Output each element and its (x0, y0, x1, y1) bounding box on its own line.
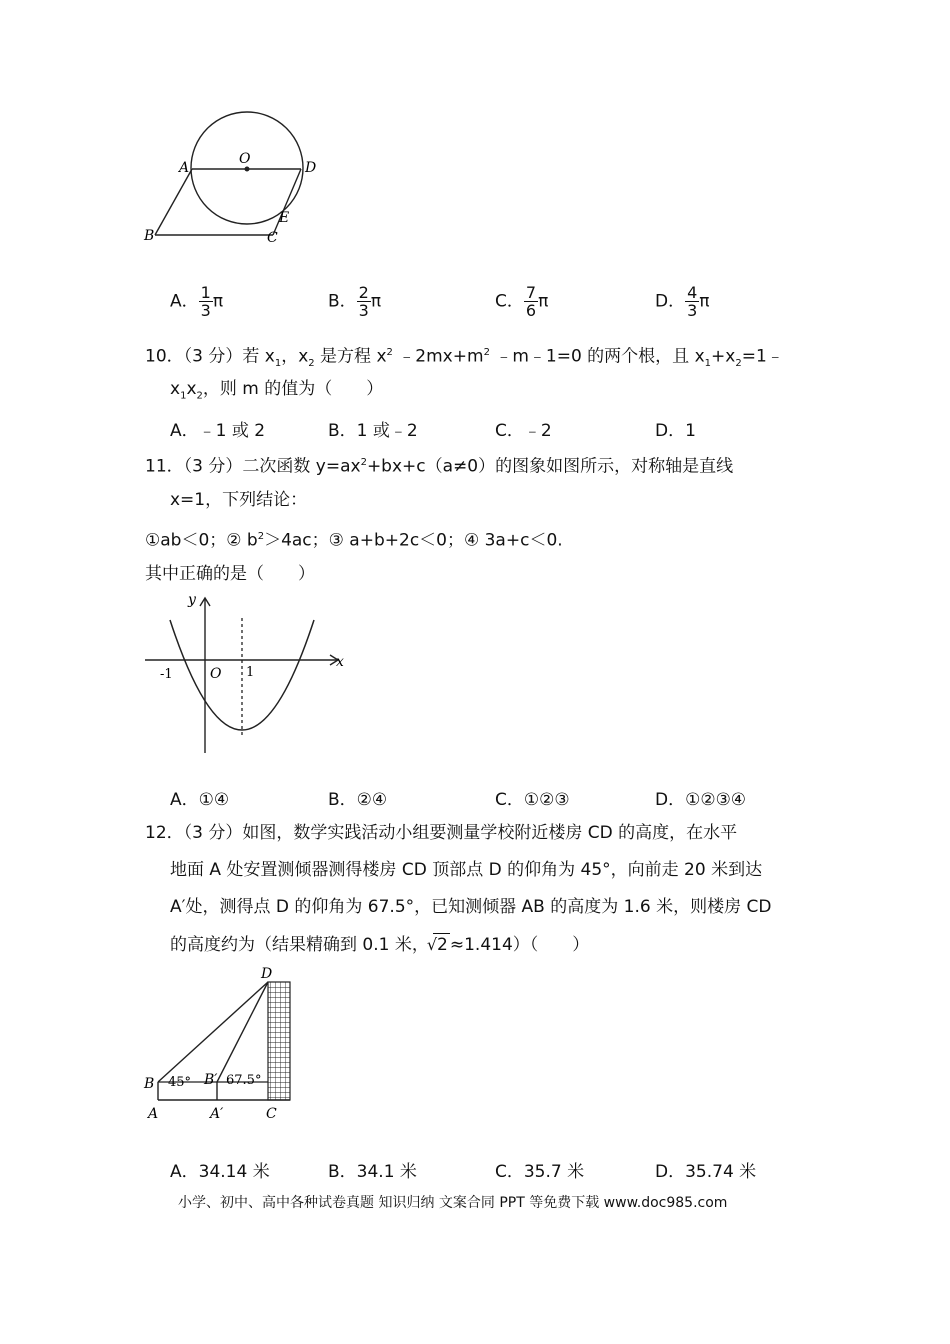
q9-label-C: C (267, 230, 278, 246)
q9-figure (135, 108, 335, 248)
q12-building-figure (140, 962, 305, 1124)
q10-option-c: C．﹣2 (495, 421, 552, 441)
q11-label-neg1: -1 (160, 667, 173, 682)
q9-option-d: D． $\frac{4}{3}$ π (655, 283, 710, 320)
q9-option-a: A． $\frac{1}{3}$ π (170, 283, 224, 320)
q9-label-E: E (279, 210, 290, 226)
q12-label-D: D (261, 966, 273, 982)
q11-label-O: O (210, 666, 222, 682)
q11-label-y: y (188, 592, 196, 608)
q12-option-b: B．34.1 米 (328, 1162, 417, 1182)
q9-option-c: C． $\frac{7}{6}$ π (495, 283, 549, 320)
q12-line2: 地面 A 处安置测倾器测得楼房 CD 顶部点 D 的仰角为 45°，向前走 20 米到达 (170, 860, 763, 880)
q12-label-45: 45° (168, 1075, 192, 1090)
q11-line4: 其中正确的是（ ） (145, 564, 315, 584)
q11-line3: ①ab＜0；② $b^2>4ac$；③ a+b+2c＜0；④ 3a+c＜0. (145, 530, 563, 551)
q12-label-B: B (144, 1076, 155, 1092)
q12-label-Ap: A′ (210, 1106, 224, 1122)
q12-line3: A′处，测得点 D 的仰角为 67.5°，已知测倾器 AB 的高度为 1.6 米，则楼房 CD (170, 897, 772, 917)
q9-option-b: B． $\frac{2}{3}$ π (328, 283, 382, 320)
q12-label-A: A (148, 1106, 159, 1122)
q10-line1: 10．（3 分）若 $x_1$，$x_2$ 是方程 $x^2$ $﹣2mx+m^2$ ﹣m﹣1=0 的两个根，且 $x_1+x_2=1﹣$ (145, 346, 784, 370)
q12-option-c: C．35.7 米 (495, 1162, 585, 1182)
q9-label-A: A (179, 160, 190, 176)
q11-line2: x=1，下列结论： (170, 490, 308, 510)
q11-option-c: C．①②③ (495, 790, 570, 810)
q11-parabola-figure (140, 590, 355, 760)
q11-option-a: A．①④ (170, 790, 230, 810)
q12-line4: 的高度约为（结果精确到 0.1 米，√2 ≈1.414）（ ） (170, 935, 590, 955)
q9-label-D: D (305, 160, 317, 176)
q12-label-675: 67.5° (226, 1073, 262, 1088)
q11-label-x: x (336, 654, 344, 670)
q11-option-b: B．②④ (328, 790, 388, 810)
q10-line2: $x_1x_2$，则 m 的值为（ ） (170, 379, 384, 402)
q11-label-1: 1 (246, 665, 255, 680)
q12-option-d: D．35.74 米 (655, 1162, 757, 1182)
q12-label-Bp: B′ (204, 1072, 218, 1088)
q11-line1: 11．（3 分）二次函数 $y=ax^2+bx+c(a\ne 0)$的图象如图所示，对称轴是直线 (145, 456, 734, 477)
q12-label-C: C (266, 1106, 277, 1122)
q11-option-d: D．①②③④ (655, 790, 747, 810)
q9-label-B: B (144, 228, 155, 244)
page-footer: 小学、初中、高中各种试卷真题 知识归纳 文案合同 PPT 等免费下载 www.doc985.com (178, 1195, 728, 1211)
q12-option-a: A．34.14 米 (170, 1162, 270, 1182)
q10-option-b: B．1 或﹣2 (328, 421, 418, 441)
q9-label-O: O (239, 151, 251, 167)
q10-option-a: A．﹣1 或 2 (170, 421, 266, 441)
q12-line1: 12．（3 分）如图，数学实践活动小组要测量学校附近楼房 CD 的高度，在水平 (145, 823, 738, 843)
q10-option-d: D．1 (655, 421, 696, 441)
